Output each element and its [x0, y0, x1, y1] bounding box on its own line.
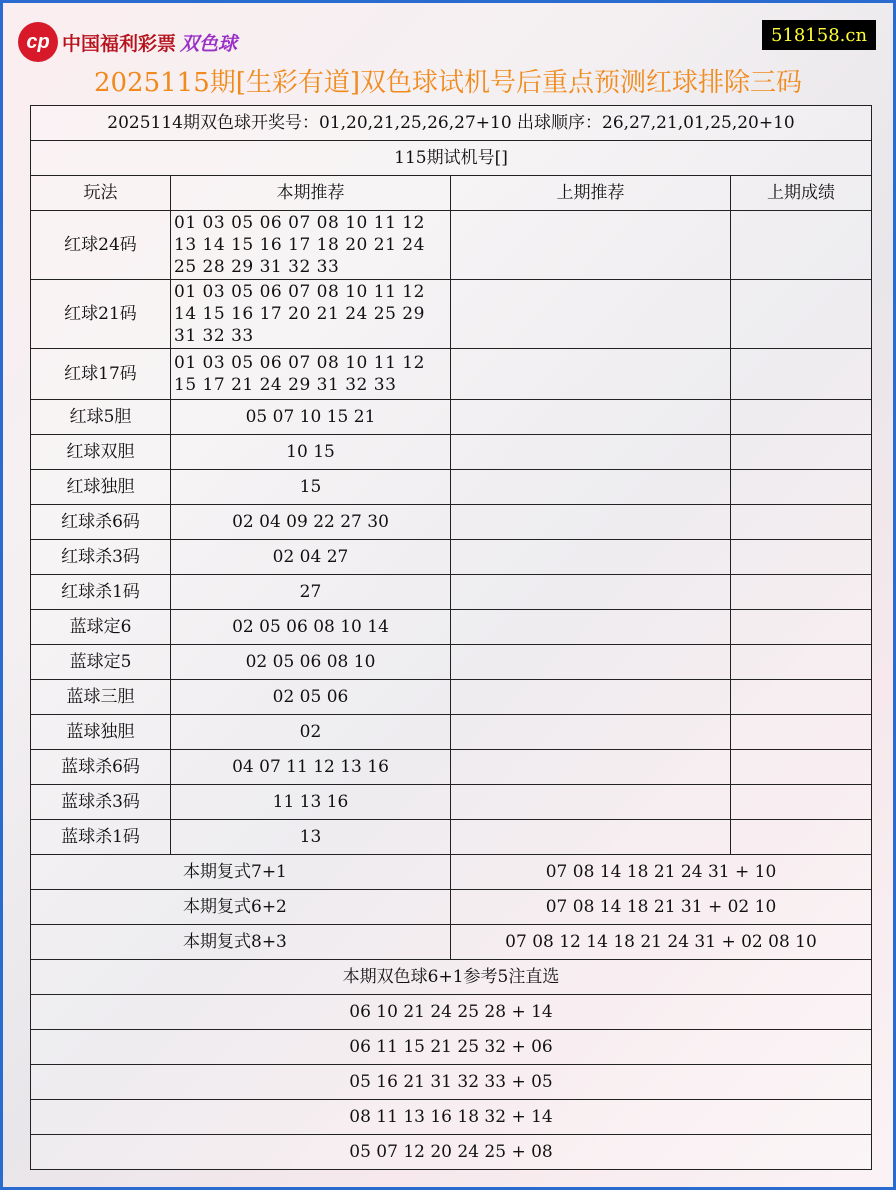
row-label: 红球独胆: [31, 470, 171, 505]
row-label: 蓝球杀6码: [31, 750, 171, 785]
row-current: 02 05 06 08 10 14: [171, 610, 451, 645]
row-label: 红球杀1码: [31, 575, 171, 610]
table-row: [31, 575, 872, 610]
row-result: [731, 575, 872, 610]
table-row: [31, 435, 872, 470]
table-row: [31, 211, 872, 280]
compound-label: 本期复式8+3: [31, 925, 451, 960]
table-row: [31, 785, 872, 820]
pick-value: 05 07 12 20 24 25 + 08: [31, 1135, 872, 1170]
row-label: 红球杀3码: [31, 540, 171, 575]
row-label: 蓝球杀1码: [31, 820, 171, 855]
row-result: [731, 540, 872, 575]
row-label: 蓝球三胆: [31, 680, 171, 715]
logo-text: 中国福利彩票: [62, 33, 177, 55]
pick-row: [31, 1135, 872, 1170]
table-row: [31, 750, 872, 785]
row-current: 02 04 27: [171, 540, 451, 575]
row-current: 27: [171, 575, 451, 610]
compound-value: 07 08 14 18 21 24 31 + 10: [451, 855, 872, 890]
row-previous: [451, 280, 731, 349]
table-row: [31, 820, 872, 855]
picks-title: 本期双色球6+1参考5注直选: [31, 960, 872, 995]
row-result: [731, 435, 872, 470]
row-label: 蓝球定6: [31, 610, 171, 645]
compound-row: [31, 855, 872, 890]
row-previous: [451, 400, 731, 435]
row-current: 02 04 09 22 27 30: [171, 505, 451, 540]
row-previous: [451, 575, 731, 610]
pick-row: [31, 1065, 872, 1100]
compound-label: 本期复式7+1: [31, 855, 451, 890]
row-current: 02: [171, 715, 451, 750]
pick-value: 06 10 21 24 25 28 + 14: [31, 995, 872, 1030]
row-current: 02 05 06: [171, 680, 451, 715]
row-label: 蓝球杀3码: [31, 785, 171, 820]
pick-row: [31, 995, 872, 1030]
row-previous: [451, 750, 731, 785]
pick-row: [31, 1030, 872, 1065]
row-label: 红球17码: [31, 349, 171, 400]
site-badge: 518158.cn: [762, 20, 876, 50]
cwl-logo-icon: cp: [18, 22, 58, 62]
row-result: [731, 280, 872, 349]
row-label: 红球5胆: [31, 400, 171, 435]
row-result: [731, 610, 872, 645]
pick-value: 06 11 15 21 25 32 + 06: [31, 1030, 872, 1065]
row-result: [731, 750, 872, 785]
header-previous: 上期推荐: [451, 176, 731, 211]
row-label: 蓝球独胆: [31, 715, 171, 750]
pick-row: [31, 1100, 872, 1135]
table-row: [31, 715, 872, 750]
row-previous: [451, 715, 731, 750]
row-previous: [451, 505, 731, 540]
table-row: [31, 349, 872, 400]
table-row: [31, 505, 872, 540]
compound-row: [31, 890, 872, 925]
row-result: [731, 820, 872, 855]
row-current: 11 13 16: [171, 785, 451, 820]
row-label: 蓝球定5: [31, 645, 171, 680]
table-row: [31, 645, 872, 680]
table-row: [31, 400, 872, 435]
row-previous: [451, 435, 731, 470]
row-current: 04 07 11 12 13 16: [171, 750, 451, 785]
header-current: 本期推荐: [171, 176, 451, 211]
row-current: 01 03 05 06 07 08 10 11 12 15 17 21 24 29 31 32 33: [171, 349, 451, 400]
row-current: 01 03 05 06 07 08 10 11 12 13 14 15 16 17 18 20 21 24 25 28 29 31 32 33: [171, 211, 451, 280]
row-result: [731, 211, 872, 280]
pick-value: 08 11 13 16 18 32 + 14: [31, 1100, 872, 1135]
row-current: 05 07 10 15 21: [171, 400, 451, 435]
table-row: [31, 610, 872, 645]
row-previous: [451, 540, 731, 575]
compound-value: 07 08 14 18 21 31 + 02 10: [451, 890, 872, 925]
draw-info: 2025114期双色球开奖号：01,20,21,25,26,27+10 出球顺序：26,27,21,01,25,20+10: [31, 106, 872, 141]
row-result: [731, 680, 872, 715]
row-previous: [451, 349, 731, 400]
row-previous: [451, 610, 731, 645]
row-current: 13: [171, 820, 451, 855]
row-result: [731, 785, 872, 820]
lottery-logo: [18, 22, 237, 62]
table-row: [31, 280, 872, 349]
row-previous: [451, 645, 731, 680]
row-result: [731, 349, 872, 400]
row-label: 红球24码: [31, 211, 171, 280]
table-row: [31, 680, 872, 715]
row-label: 红球杀6码: [31, 505, 171, 540]
row-current: 15: [171, 470, 451, 505]
row-result: [731, 470, 872, 505]
row-label: 红球双胆: [31, 435, 171, 470]
row-current: 02 05 06 08 10: [171, 645, 451, 680]
compound-row: [31, 925, 872, 960]
row-label: 红球21码: [31, 280, 171, 349]
row-result: [731, 645, 872, 680]
header-play: 玩法: [31, 176, 171, 211]
row-current: 10 15: [171, 435, 451, 470]
row-current: 01 03 05 06 07 08 10 11 12 14 15 16 17 20 21 24 25 29 31 32 33: [171, 280, 451, 349]
row-previous: [451, 680, 731, 715]
row-result: [731, 400, 872, 435]
row-previous: [451, 820, 731, 855]
row-result: [731, 505, 872, 540]
row-previous: [451, 470, 731, 505]
row-previous: [451, 785, 731, 820]
compound-value: 07 08 12 14 18 21 24 31 + 02 08 10: [451, 925, 872, 960]
prediction-table: [30, 105, 872, 1170]
row-result: [731, 715, 872, 750]
page-title: 2025115期[生彩有道]双色球试机号后重点预测红球排除三码: [93, 68, 803, 98]
table-row: [31, 540, 872, 575]
logo-brand: 双色球: [180, 33, 238, 55]
table-row: [31, 470, 872, 505]
pick-value: 05 16 21 31 32 33 + 05: [31, 1065, 872, 1100]
header-result: 上期成绩: [731, 176, 872, 211]
compound-label: 本期复式6+2: [31, 890, 451, 925]
trial-number: 115期试机号[]: [31, 141, 872, 176]
row-previous: [451, 211, 731, 280]
